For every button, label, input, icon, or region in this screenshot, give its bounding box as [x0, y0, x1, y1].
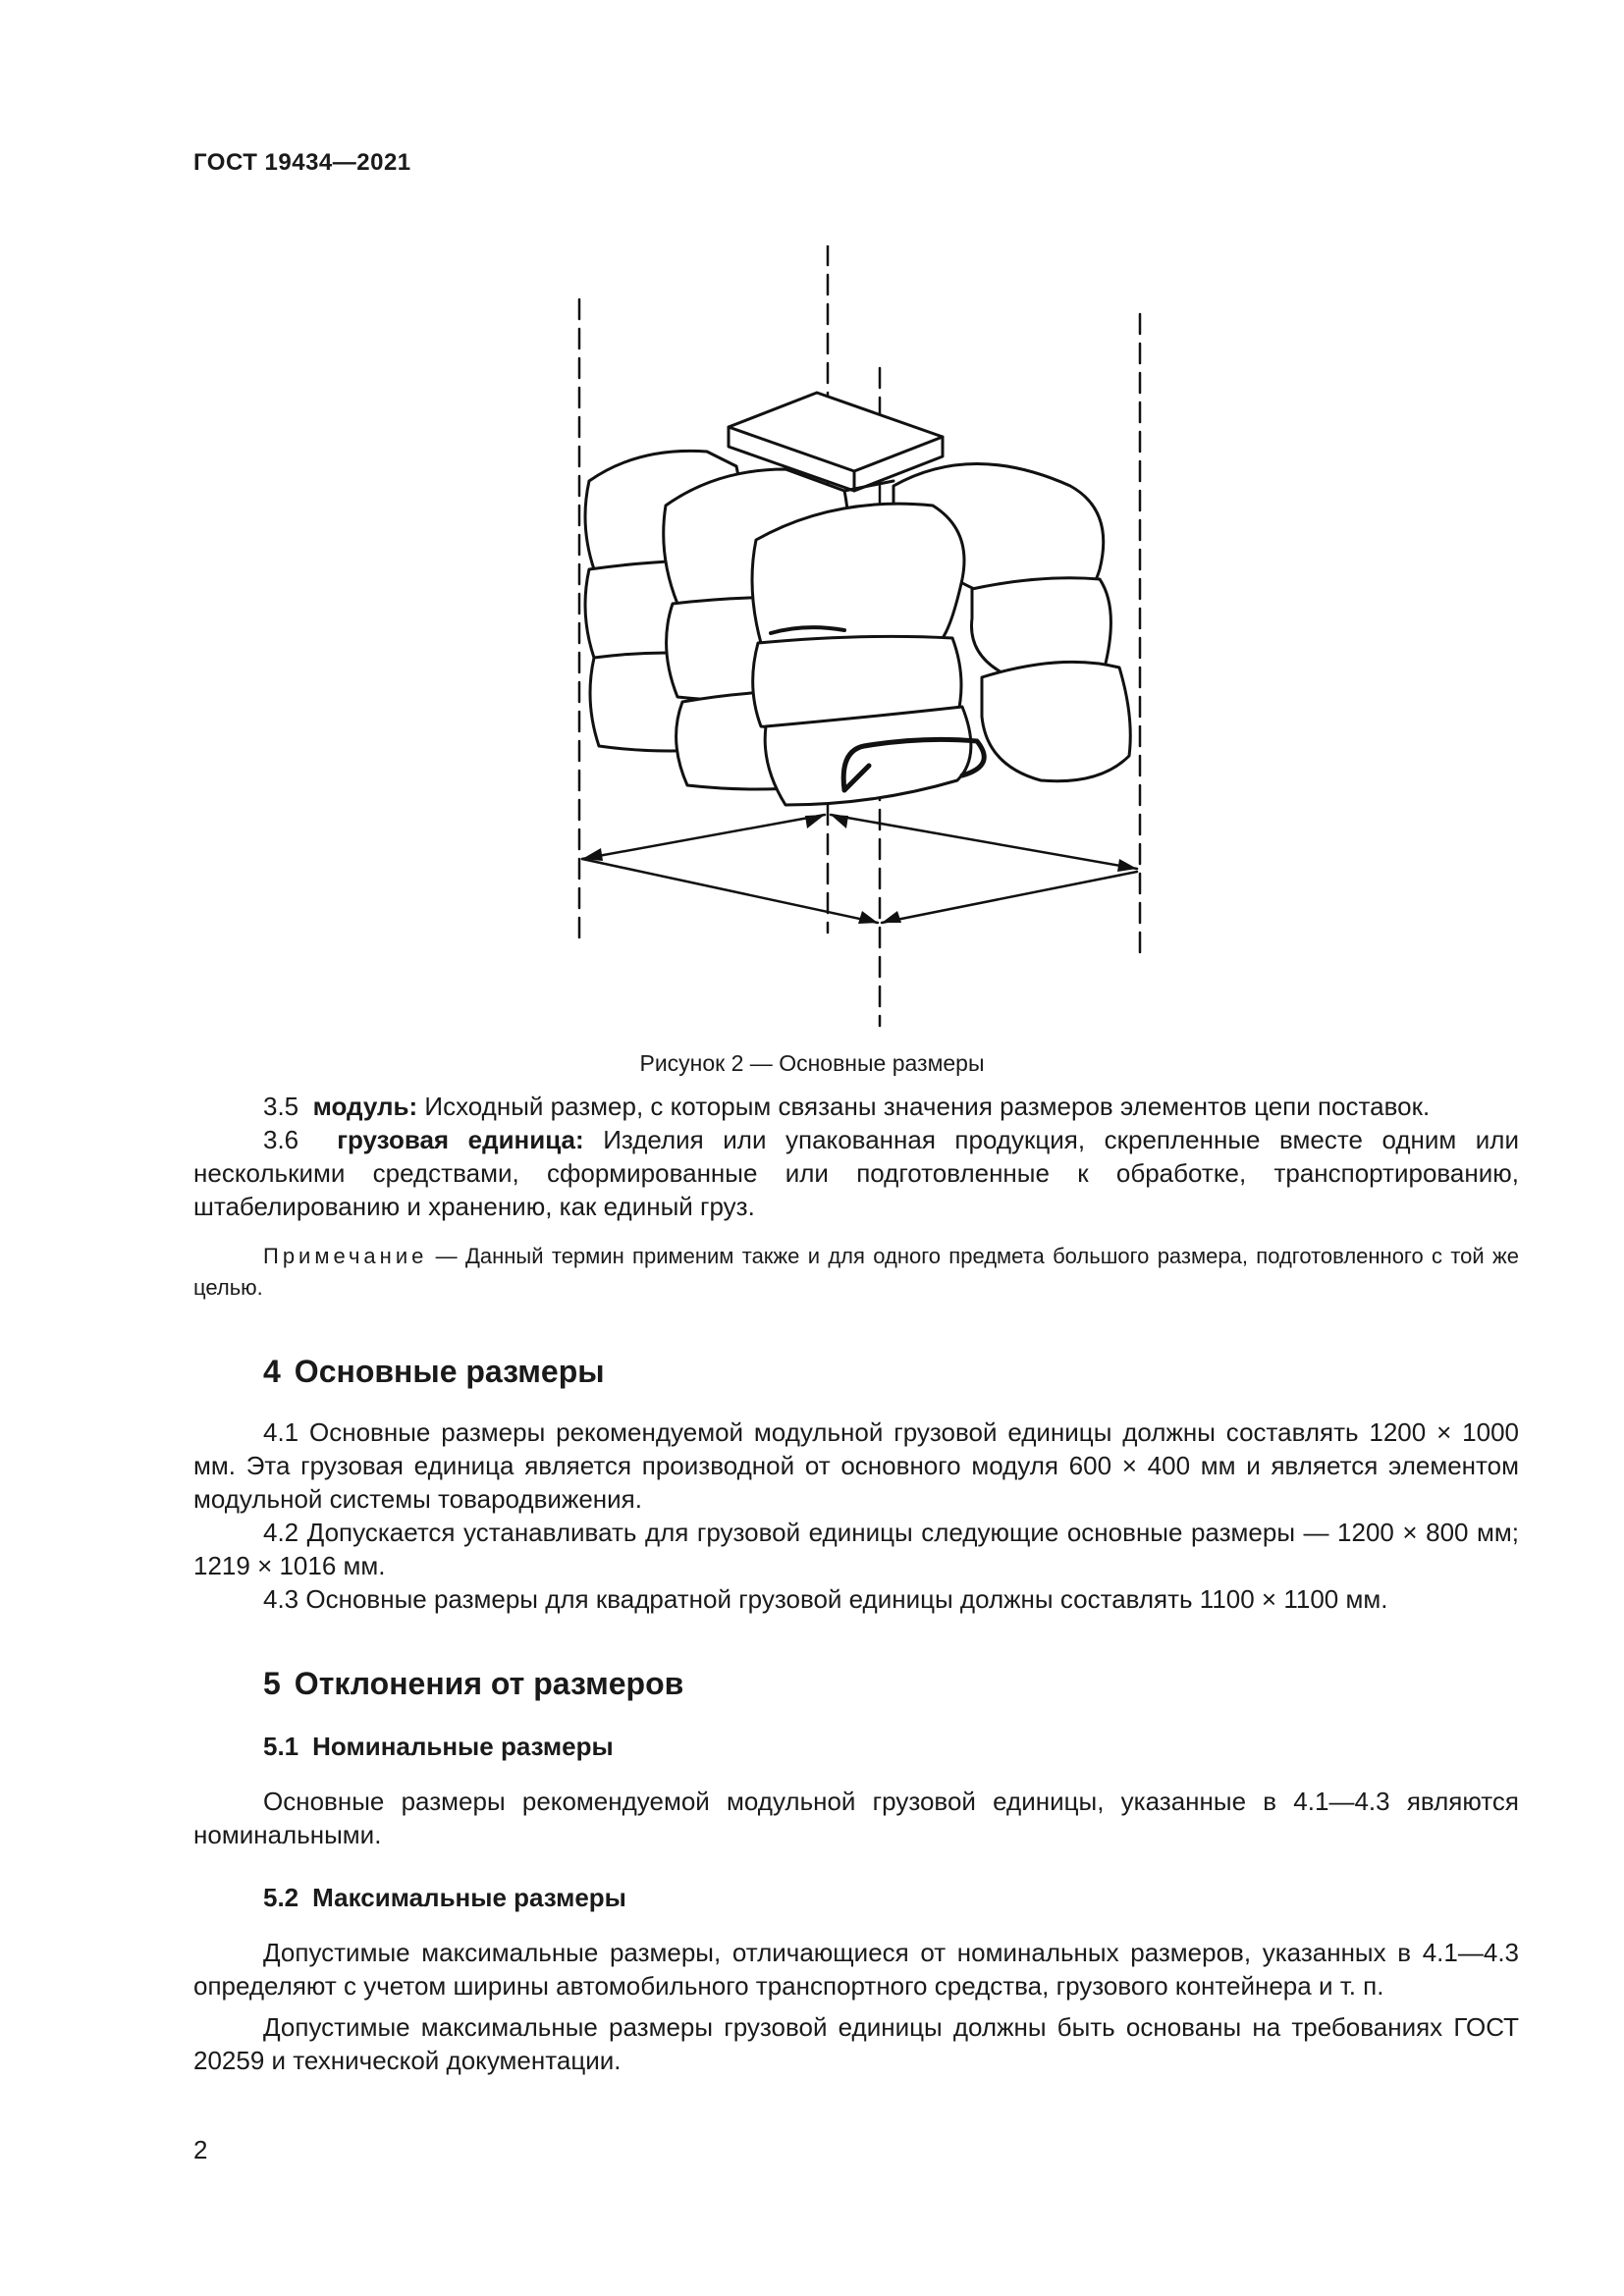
- figure-cargo-unit-drawing: [550, 245, 1159, 1041]
- figure-caption: Рисунок 2 — Основные размеры: [639, 1050, 985, 1076]
- note-label: Примечание: [263, 1244, 428, 1268]
- paragraph-4-2: 4.2 Допускается устанавливать для грузовой единицы следующие основные размеры — 1200 × 800 мм; 1219 × 1016 мм.: [193, 1518, 1519, 1580]
- paragraph-4-3: 4.3 Основные размеры для квадратной грузовой единицы должны составлять 1100 × 1100 мм.: [263, 1584, 1388, 1614]
- term-3-5: 3.5 модуль: Исходный размер, с которым связаны значения размеров элементов цепи поставок.: [263, 1092, 1431, 1121]
- document-header: ГОСТ 19434—2021: [193, 149, 411, 176]
- dimension-arrows: [582, 815, 1137, 923]
- paragraph-5-2-b: Допустимые максимальные размеры грузовой единицы должны быть основаны на требованиях ГОСТ 20259 и технической документации.: [193, 2012, 1519, 2075]
- note: Примечание — Данный термин применим также и для одного предмета большого размера, подготовленного с той же целью.: [193, 1244, 1519, 1300]
- paragraph-5-2-a: Допустимые максимальные размеры, отличающиеся от номинальных размеров, указанных в 4.1—4.3 определяют с учетом ширины автомобильного транспортного средства, грузового контейнера и т. п.: [193, 1938, 1519, 2001]
- paragraph-5-1: Основные размеры рекомендуемой модульной грузовой единицы, указанные в 4.1—4.3 являются номинальными.: [193, 1787, 1519, 1849]
- subsection-5-1-heading: 5.1 Номинальные размеры: [263, 1732, 614, 1761]
- paragraph-4-1: 4.1 Основные размеры рекомендуемой модульной грузовой единицы должны составлять 1200 × 1000 мм. Эта грузовая единица является производной от основного модуля 600 × 400 мм и является элементом модульной системы товародвижения.: [193, 1417, 1519, 1514]
- term-3-6: 3.6 грузовая единица: Изделия или упакованная продукция, скрепленные вместе одним или несколькими средствами, сформированные или подготовленные к обработке, транспортированию, штабелированию и хранению, как единый груз.: [193, 1125, 1519, 1221]
- section-4-heading: 4 Основные размеры: [263, 1354, 605, 1389]
- term-name: модуль:: [312, 1092, 418, 1121]
- subsection-5-2-heading: 5.2 Максимальные размеры: [263, 1883, 626, 1912]
- section-5-heading: 5 Отклонения от размеров: [263, 1666, 684, 1701]
- page-number: 2: [193, 2135, 208, 2164]
- term-name: грузовая единица:: [337, 1125, 584, 1154]
- document-body: [193, 1090, 1519, 2077]
